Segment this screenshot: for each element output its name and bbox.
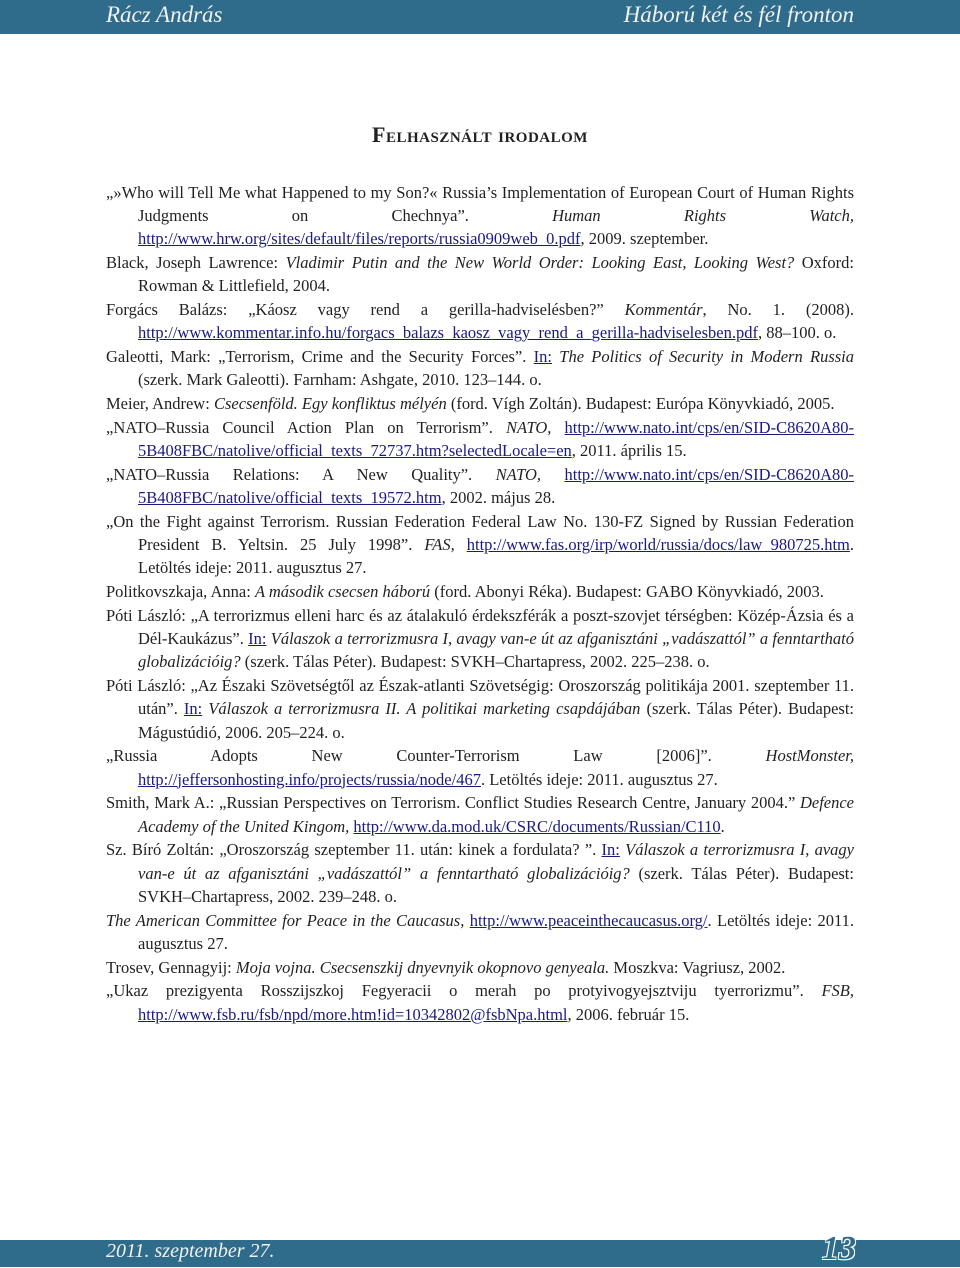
reference-text: Trosev, Gennagyij:: [106, 957, 236, 977]
reference-entry: [106, 604, 854, 674]
reference-italic-text: Human Rights Watch,: [552, 206, 854, 226]
reference-italic-text: Válaszok a terrorizmusra I, avagy van-e út az afganisztáni „vadászattól” a fenntartható globalizációig?: [138, 840, 854, 883]
reference-entry: [106, 838, 854, 908]
reference-text: Meier, Andrew:: [106, 394, 214, 414]
reference-text: . Letöltés ideje: 2011. augusztus 27.: [480, 769, 718, 789]
reference-text: [551, 418, 564, 437]
reference-text: Sz. Bíró Zoltán: „Oroszország szeptember 11. után: kinek a fordulata? ”.: [106, 840, 602, 860]
reference-text: , 2002. május 28.: [441, 488, 556, 508]
reference-entry: [106, 251, 854, 297]
reference-text: (ford. Vígh Zoltán). Budapest: Európa Könyvkiadó, 2005.: [446, 394, 835, 414]
reference-entry: [106, 979, 854, 1025]
reference-entry: [106, 345, 854, 391]
reference-text: Black, Joseph Lawrence:: [106, 253, 286, 273]
reference-link[interactable]: http://www.hrw.org/sites/default/files/reports/russia0909web_0.pdf: [138, 229, 581, 249]
header-author: Rácz András: [106, 2, 223, 27]
footer-date: 2011. szeptember 27.: [106, 1240, 275, 1262]
reference-text: Galeotti, Mark: „Terrorism, Crime and the Security Forces”.: [106, 347, 534, 367]
reference-text: Moszkva: Vagriusz, 2002.: [609, 957, 786, 977]
reference-text: In:: [248, 629, 267, 649]
reference-entry: [106, 744, 854, 790]
reference-link[interactable]: http://www.peaceinthecaucasus.org/: [469, 910, 708, 930]
reference-text: „Russia Adopts New Counter-Terrorism Law [2006]”.: [106, 746, 766, 766]
reference-entry: [106, 674, 854, 744]
reference-text: (szerk. Tálas Péter). Budapest: Mágustúdió, 2006. 205–224. o.: [138, 699, 855, 742]
reference-text: In:: [533, 347, 552, 367]
reference-italic-text: NATO,: [495, 465, 542, 484]
reference-italic-text: Válaszok a terrorizmusra II. A politikai marketing csapdájában: [208, 699, 641, 719]
reference-link[interactable]: http://www.fsb.ru/fsb/npd/more.htm!id=10342802@fsbNpa.html: [138, 1004, 568, 1024]
reference-text: (szerk. Tálas Péter). Budapest: SVKH–Chartapress, 2002. 239–248. o.: [138, 863, 854, 906]
reference-entry: [106, 463, 854, 509]
reference-entry: [106, 392, 854, 415]
reference-italic-text: The American Committee for Peace in the Caucasus,: [106, 910, 465, 930]
reference-link[interactable]: http://www.da.mod.uk/CSRC/documents/Russian/C110: [353, 816, 721, 836]
reference-text: In:: [183, 699, 203, 719]
reference-italic-text: Kommentár: [624, 300, 703, 320]
reference-italic-text: Válaszok a terrorizmusra I, avagy van-e út az afganisztáni „vadászattól” a fenntartható globalizációig?: [138, 629, 855, 672]
reference-link[interactable]: http://www.nato.int/cps/en/SID-C8620A80-5B408FBC/natolive/official_texts_19572.htm: [138, 465, 854, 508]
reference-text: [541, 465, 564, 484]
page-number: 13: [822, 1230, 856, 1267]
reference-entry: [106, 416, 854, 462]
reference-text: . Letöltés ideje: 2011. augusztus 27.: [138, 910, 855, 953]
reference-link[interactable]: http://jeffersonhosting.info/projects/russia/node/467: [138, 769, 481, 789]
reference-text: „NATO–Russia Relations: A New Quality”.: [106, 465, 496, 484]
reference-text: (ford. Abonyi Réka). Budapest: GABO Könyvkiadó, 2003.: [430, 582, 824, 602]
reference-entry: [106, 956, 854, 979]
reference-link[interactable]: http://www.kommentar.info.hu/forgacs_balazs_kaosz_vagy_rend_a_gerilla-hadviselesben.pdf: [138, 323, 758, 343]
reference-text: , 2006. február 15.: [567, 1004, 690, 1024]
reference-text: , 2009. szeptember.: [580, 229, 709, 249]
reference-text: „On the Fight against Terrorism. Russian Federation Federal Law No. 130-FZ Signed by Russian Federation President B. Yeltsin. 25 July 1998”.: [106, 512, 854, 555]
reference-text: (szerk. Tálas Péter). Budapest: SVKH–Chartapress, 2002. 225–238. o.: [240, 652, 710, 672]
reference-entry: [106, 510, 854, 580]
reference-text: (szerk. Mark Galeotti). Farnham: Ashgate, 2010. 123–144. o.: [138, 370, 542, 390]
reference-italic-text: Csecsenföld. Egy konfliktus mélyén: [213, 394, 447, 414]
reference-text: . Letöltés ideje: 2011. augusztus 27.: [138, 535, 854, 578]
reference-text: .: [720, 816, 725, 836]
reference-entry: [106, 580, 854, 603]
reference-text: Oxford: Rowman & Littlefield, 2004.: [138, 253, 855, 296]
reference-italic-text: A második csecsen háború: [254, 582, 431, 602]
header-book-title: Háború két és fél fronton: [623, 2, 854, 27]
reference-entry: [106, 181, 854, 251]
reference-italic-text: Vladimir Putin and the New World Order: Looking East, Looking West?: [285, 253, 795, 273]
reference-text: Smith, Mark A.: „Russian Perspectives on Terrorism. Conflict Studies Research Centre, January 2004.”: [106, 793, 800, 813]
reference-italic-text: Moja vojna. Csecsenszkij dnyevnyik okopnovo genyeala.: [235, 957, 610, 977]
reference-text: „Ukaz prezigyenta Rosszijszkoj Fegyeracii o merah po protyivogyejsztviju tyerrorizmu”.: [106, 981, 822, 1001]
reference-italic-text: The Politics of Security in Modern Russia: [559, 347, 854, 367]
reference-italic-text: Defence Academy of the United Kingom,: [138, 793, 854, 836]
reference-text: Póti László: „A terrorizmus elleni harc és az átalakuló érdekszférák a poszt-szovjet térségben: Közép-Ázsia és a Dél-Kaukázus”.: [106, 606, 854, 649]
reference-italic-text: FAS,: [424, 535, 455, 555]
reference-italic-text: NATO,: [505, 418, 552, 437]
reference-link[interactable]: http://www.fas.org/irp/world/russia/docs/law_980725.htm: [466, 535, 850, 555]
reference-entry: [106, 791, 854, 837]
reference-italic-text: FSB,: [821, 981, 854, 1001]
reference-text: Forgács Balázs: „Káosz vagy rend a gerilla-hadviselésben?”: [106, 300, 625, 320]
reference-italic-text: HostMonster,: [765, 746, 854, 766]
reference-text: Politkovszkaja, Anna:: [106, 582, 255, 602]
reference-text: , No. 1. (2008).: [702, 300, 855, 320]
reference-text: „NATO–Russia Council Action Plan on Terrorism”.: [106, 418, 506, 437]
page-header: [0, 0, 960, 34]
reference-link[interactable]: http://www.nato.int/cps/en/SID-C8620A80-5B408FBC/natolive/official_texts_72737.htm?selectedLocale=en: [138, 418, 854, 461]
reference-text: Póti László: „Az Északi Szövetségtől az Észak-atlanti Szövetségig: Oroszország politikája 2001. szeptember 11. után”.: [106, 676, 854, 719]
reference-entry: [106, 298, 854, 344]
reference-text: , 88–100. o.: [757, 323, 837, 343]
reference-text: „»Who will Tell Me what Happened to my Son?« Russia’s Implementation of European Court of Human Rights Judgments on Chechnya”.: [106, 183, 854, 226]
section-title: Felhasznált irodalom: [372, 122, 588, 147]
page-footer: [0, 1230, 960, 1267]
reference-text: , 2011. április 15.: [571, 441, 687, 461]
reference-entry: [106, 909, 854, 955]
reference-list: [106, 181, 854, 1026]
reference-text: [455, 535, 467, 554]
reference-text: In:: [601, 840, 620, 860]
